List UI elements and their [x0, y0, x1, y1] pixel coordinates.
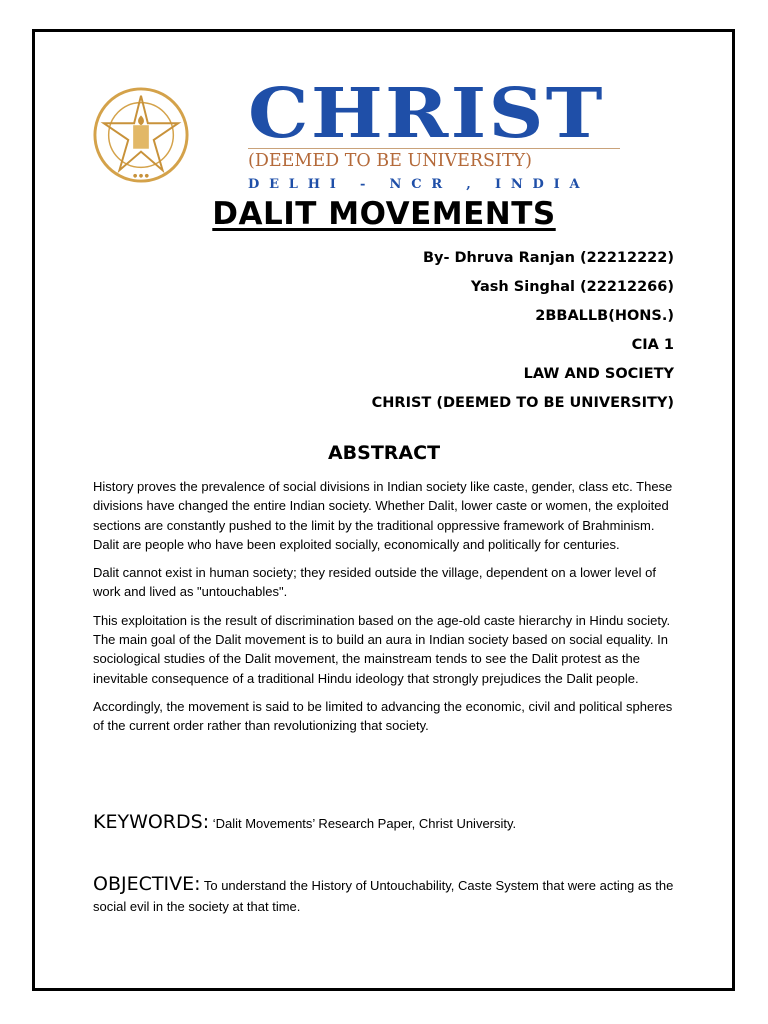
svg-text:● ● ●: ● ● ● — [133, 173, 149, 180]
institution-line: CHRIST (DEEMED TO BE UNIVERSITY) — [371, 395, 674, 411]
university-logo — [248, 74, 620, 192]
objective-text: To understand the History of Untouchability, Caste System that were acting as the social evil in the society at that time. — [93, 878, 674, 914]
author-block — [372, 244, 674, 418]
abstract-body — [93, 477, 683, 745]
keywords-text: ‘Dalit Movements’ Research Paper, Christ University. — [209, 816, 517, 831]
abstract-paragraph: Dalit cannot exist in human society; they resided outside the village, dependent on a lower level of work and lived as "untouchables". — [93, 565, 656, 600]
logo-name: CHRIST — [248, 74, 605, 154]
class-line: 2BBALLB(HONS.) — [535, 308, 674, 324]
abstract-heading: ABSTRACT — [327, 442, 441, 464]
author-line: Yash Singhal (22212266) — [470, 279, 674, 295]
objective-label: OBJECTIVE: — [93, 873, 201, 895]
keywords-label: KEYWORDS: — [93, 811, 210, 833]
logo-subtitle: (DEEMED TO BE UNIVERSITY) — [248, 148, 620, 170]
university-seal-icon — [92, 86, 190, 184]
abstract-paragraph: Accordingly, the movement is said to be limited to advancing the economic, civil and political spheres of the current order rather than revolutionizing that society. — [93, 698, 673, 734]
document-title-wrapper — [0, 196, 768, 232]
abstract-paragraph: History proves the prevalence of social divisions in Indian society like caste, gender, class etc. These divisions have changed the entire Indian society. Whether Dalit, lower caste or women, the exploited sections are constantly pushed to the limit by the traditional oppressive framework of Brahminism. Dalit are people who have been exploited socially, economically and politically for centuries. — [93, 479, 673, 552]
document-title: DALIT MOVEMENTS — [212, 196, 556, 232]
logo-location: DELHI - NCR , INDIA — [248, 177, 590, 192]
objective-section — [93, 874, 683, 917]
abstract-paragraph: This exploitation is the result of discrimination based on the age-old caste hierarchy in Hindu society. The main goal of the Dalit movement is to build an aura in Indian society based on social equality. In sociological studies of the Dalit movement, the mainstream tends to see the Dalit protest as the inevitable consequence of a traditional Hindu ideology that strongly prejudices the Dalit people. — [93, 612, 671, 686]
author-line: By- Dhruva Ranjan (22212222) — [422, 250, 674, 266]
keywords-section — [93, 812, 683, 834]
subject-line: LAW AND SOCIETY — [523, 366, 674, 382]
assessment-line: CIA 1 — [631, 337, 674, 353]
